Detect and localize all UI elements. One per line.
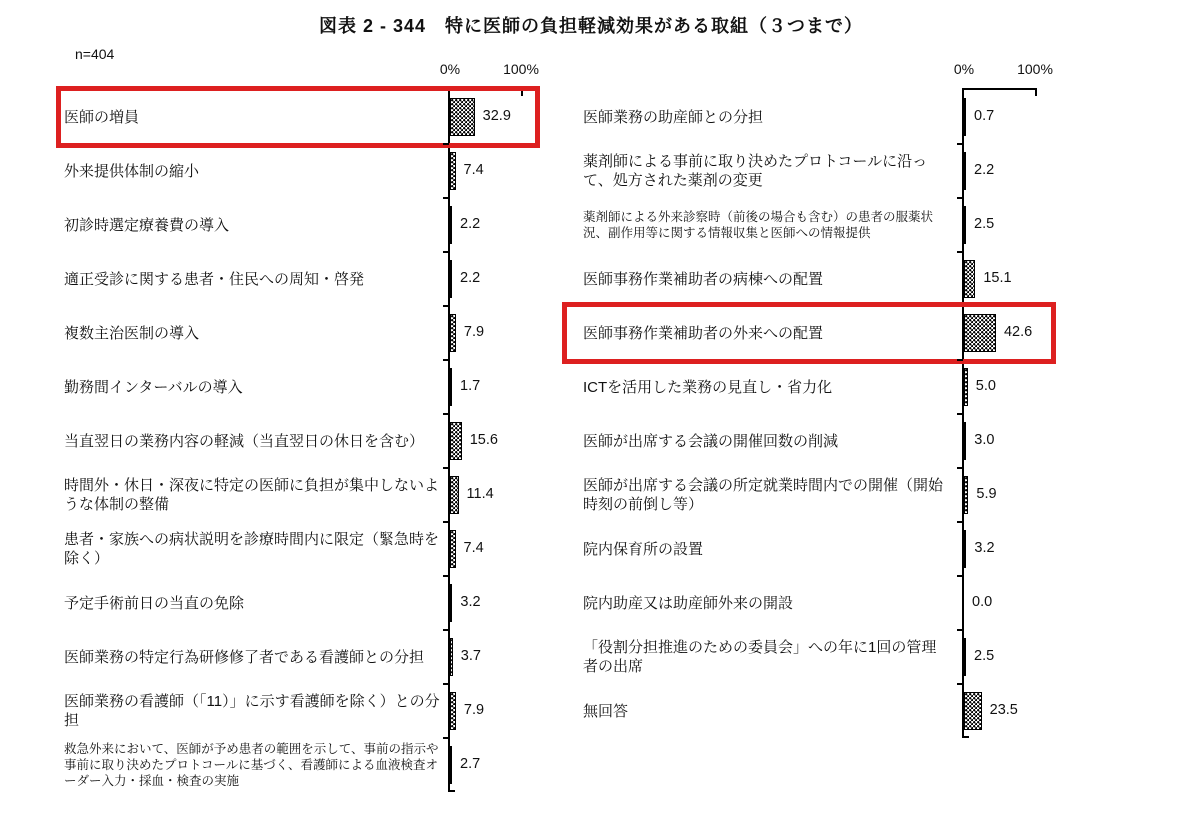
- bar-value: 2.2: [460, 216, 481, 232]
- row-tick: [957, 359, 963, 361]
- axis-bottom-tick: [448, 790, 455, 792]
- axis-bottom-tick: [962, 736, 969, 738]
- bar: [964, 98, 966, 136]
- row-label: 医師の増員: [64, 108, 140, 126]
- row-tick: [443, 413, 449, 415]
- bar: [964, 368, 968, 406]
- bar: [450, 260, 452, 298]
- row-label: 勤務間インターバルの導入: [64, 378, 243, 396]
- bar-value: 5.0: [975, 378, 996, 394]
- bar: [450, 692, 456, 730]
- row-tick: [957, 575, 963, 577]
- bar-value: 2.2: [460, 270, 481, 286]
- row-label: 当直翌日の業務内容の軽減（当直翌日の休日を含む）: [64, 432, 425, 450]
- bar-value: 42.6: [1003, 324, 1033, 340]
- row-label: 外来提供体制の縮小: [64, 162, 200, 180]
- bar-value: 2.5: [974, 648, 995, 664]
- bar-value: 2.5: [974, 216, 995, 232]
- axis-top-line: [962, 88, 1037, 90]
- bar: [964, 152, 966, 190]
- bar: [450, 584, 452, 622]
- row-tick: [443, 305, 449, 307]
- bar: [450, 746, 452, 784]
- row-tick: [443, 143, 449, 145]
- bar-value: 1.7: [460, 378, 481, 394]
- bar-value: 3.2: [460, 594, 481, 610]
- row-tick: [957, 629, 963, 631]
- row-label: 薬剤師による外来診察時（前後の場合も含む）の患者の服薬状況、副作用等に関する情報収集と医師への情報提供: [583, 210, 934, 240]
- bar-value: 3.2: [974, 540, 995, 556]
- bar-value: 7.4: [463, 540, 484, 556]
- row-tick: [957, 251, 963, 253]
- row-tick: [443, 521, 449, 523]
- axis-label-0: 0%: [439, 61, 461, 77]
- figure-title: 図表 2 - 344 特に医師の負担軽減効果がある取組（３つまで）: [318, 16, 864, 36]
- row-tick: [443, 683, 449, 685]
- bar: [964, 530, 966, 568]
- bar: [450, 152, 456, 190]
- bar-value: 32.9: [482, 108, 511, 124]
- row-label: ICTを活用した業務の見直し・省力化: [583, 378, 833, 396]
- highlight-box: [56, 86, 540, 148]
- row-label: 時間外・休日・深夜に特定の医師に負担が集中しないような体制の整備: [64, 477, 440, 513]
- row-tick: [957, 467, 963, 469]
- row-tick: [957, 521, 963, 523]
- row-label: 院内保育所の設置: [583, 540, 704, 558]
- sample-size-label: n=404: [75, 46, 115, 62]
- row-tick: [957, 413, 963, 415]
- row-label: 医師業務の助産師との分担: [583, 108, 764, 126]
- row-label: 初診時選定療養費の導入: [64, 216, 230, 234]
- bar: [964, 206, 966, 244]
- bar-value: 7.9: [463, 324, 485, 340]
- row-label: 無回答: [583, 702, 629, 720]
- highlight-box: [562, 302, 1056, 364]
- row-tick: [443, 575, 449, 577]
- bar: [450, 476, 459, 514]
- bar: [964, 422, 966, 460]
- row-label: 患者・家族への病状説明を診療時間内に限定（緊急時を除く）: [64, 531, 440, 567]
- row-tick: [443, 251, 449, 253]
- row-label: 医師業務の看護師（「11）」に示す看護師を除く）との分担: [64, 693, 440, 729]
- row-tick: [443, 467, 449, 469]
- bar: [964, 692, 982, 730]
- row-tick: [957, 197, 963, 199]
- row-label: 医師が出席する会議の所定就業時間内での開催（開始時刻の前倒し等）: [583, 477, 944, 513]
- bar-value: 23.5: [989, 702, 1018, 718]
- row-label: 複数主治医制の導入: [64, 324, 200, 342]
- bar-value: 7.4: [463, 162, 484, 178]
- bar-value: 2.7: [460, 756, 481, 772]
- bar-value: 11.4: [466, 486, 494, 502]
- axis-label-100: 100%: [503, 61, 539, 77]
- bar: [450, 638, 453, 676]
- bar: [450, 314, 456, 352]
- row-label: 「役割分担推進のための委員会」への年に1回の管理者の出席: [583, 639, 937, 675]
- bar: [964, 476, 968, 514]
- row-label: 予定手術前日の当直の免除: [64, 594, 245, 612]
- bar-value: 7.9: [463, 702, 485, 718]
- bar-value: 2.2: [974, 162, 995, 178]
- bar-value: 5.9: [976, 486, 997, 502]
- row-tick: [957, 683, 963, 685]
- row-label: 医師事務作業補助者の外来への配置: [583, 324, 824, 342]
- row-tick: [443, 629, 449, 631]
- bar-value: 3.7: [460, 648, 481, 664]
- row-label: 救急外来において、医師が予め患者の範囲を示して、事前の指示や事前に取り決めたプロトコールに基づく、看護師による血液検査オーダー入力・採血・検査の実施: [64, 742, 439, 788]
- bar: [964, 260, 975, 298]
- bar-value: 15.6: [469, 432, 498, 448]
- bar-value: 15.1: [983, 270, 1012, 286]
- row-label: 適正受診に関する患者・住民への周知・啓発: [64, 270, 365, 288]
- bar: [964, 638, 966, 676]
- bar: [450, 530, 456, 568]
- row-label: 院内助産又は助産師外来の開設: [583, 594, 794, 612]
- row-tick: [443, 197, 449, 199]
- axis-100-tick: [1035, 88, 1037, 96]
- row-label: 薬剤師による事前に取り決めたプロトコールに沿って、処方された薬剤の変更: [583, 153, 928, 189]
- bar: [450, 206, 452, 244]
- row-label: 医師が出席する会議の開催回数の削減: [583, 432, 839, 450]
- row-tick: [443, 737, 449, 739]
- row-label: 医師事務作業補助者の病棟への配置: [583, 270, 824, 288]
- bar: [450, 368, 452, 406]
- bar-value: 0.0: [972, 594, 993, 610]
- row-label: 医師業務の特定行為研修修了者である看護師との分担: [64, 648, 425, 666]
- bar: [450, 422, 462, 460]
- row-tick: [443, 359, 449, 361]
- bar-value: 3.0: [974, 432, 995, 448]
- axis-label-100: 100%: [1017, 61, 1053, 77]
- bar-value: 0.7: [974, 108, 995, 124]
- row-tick: [957, 143, 963, 145]
- axis-label-0: 0%: [953, 61, 975, 77]
